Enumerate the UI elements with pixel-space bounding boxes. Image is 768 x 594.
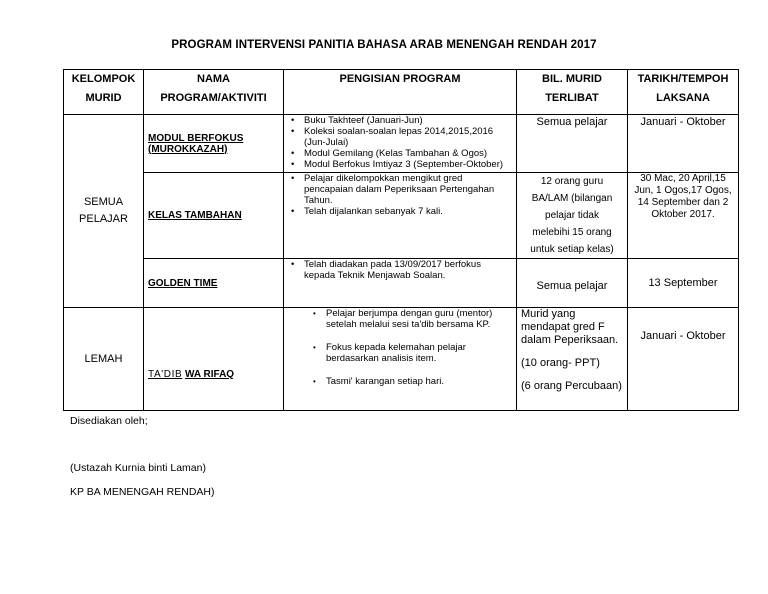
bil-murid: Semua pelajar — [517, 259, 628, 308]
header-nama-line2: PROGRAM/AKTIVITI — [160, 92, 267, 104]
bil-line: pelajar tidak — [545, 210, 599, 221]
bil-line: untuk setiap kelas) — [530, 244, 614, 255]
program-table — [63, 69, 739, 411]
bil-line: Murid yang — [521, 308, 576, 320]
table-row — [64, 308, 739, 411]
header-kelompok-line2: MURID — [85, 92, 122, 104]
program-content — [284, 259, 517, 308]
prepared-by-label: Disediakan oleh; — [70, 415, 148, 427]
header-bil — [517, 70, 628, 115]
bil-line: BA/LAM (bilangan — [531, 193, 613, 204]
bil-line: mendapat gred F — [521, 321, 605, 333]
document-title: PROGRAM INTERVENSI PANITIA BAHASA ARAB MENENGAH RENDAH 2017 — [171, 39, 597, 51]
list-item: • Pelajar berjumpa dengan guru (mentor) setelah melalui sesi ta'dib bersama KP. — [326, 308, 514, 330]
table-row — [64, 173, 739, 259]
list-item: • Modul Gemilang (Kelas Tambahan & Ogos) — [304, 148, 514, 159]
program-content — [284, 173, 517, 259]
program-content — [284, 308, 517, 411]
tarikh: Januari - Oktober — [628, 308, 739, 411]
bil-line: dalam Peperiksaan. — [521, 334, 619, 346]
header-tarikh-line1: TARIKH/TEMPOH — [637, 73, 729, 85]
group-semua-pelajar — [64, 115, 144, 308]
group-lemah: LEMAH — [64, 308, 144, 411]
program-name — [144, 308, 284, 411]
program-content — [284, 115, 517, 173]
bil-murid: Semua pelajar — [517, 115, 628, 173]
header-nama-line1: NAMA — [197, 73, 230, 85]
header-kelompok-line1: KELOMPOK — [71, 73, 136, 85]
list-item: • Tasmi' karangan setiap hari. — [326, 376, 514, 387]
list-item: • Pelajar dikelompokkan mengikut gred pencapaian dalam Peperiksaan Pertengahan Tahun. — [304, 173, 514, 206]
header-nama — [144, 70, 284, 115]
bil-line: melebihi 15 orang — [532, 227, 612, 238]
bil-murid — [517, 173, 628, 259]
preparer-position: KP BA MENENGAH RENDAH) — [70, 486, 215, 498]
header-bil-line1: BIL. MURID — [542, 73, 602, 85]
bil-line: (6 orang Percubaan) — [521, 380, 622, 392]
list-item: • Buku Takhteef (Januari-Jun) — [304, 115, 514, 126]
program-name: GOLDEN TIME — [144, 259, 284, 308]
bil-line: 12 orang guru — [540, 176, 604, 187]
header-tarikh-line2: LAKSANA — [656, 92, 710, 104]
tarikh: 13 September — [628, 259, 739, 308]
program-name: MODUL BERFOKUS (MUROKKAZAH) — [144, 115, 284, 173]
bil-line: (10 orang- PPT) — [521, 357, 600, 369]
header-pengisian-text: PENGISIAN PROGRAM — [339, 73, 461, 85]
group-label-line2: PELAJAR — [79, 213, 128, 225]
list-item: • Telah diadakan pada 13/09/2017 berfokus kepada Teknik Menjawab Soalan. — [304, 259, 514, 281]
group-label-line1: SEMUA — [83, 196, 124, 208]
bil-murid — [517, 308, 628, 411]
header-tarikh — [628, 70, 739, 115]
list-item: • Telah dijalankan sebanyak 7 kali. — [304, 206, 514, 217]
list-item: • Fokus kepada kelemahan pelajar berdasarkan analisis item. — [326, 342, 514, 364]
table-row — [64, 115, 739, 173]
program-prefix: TA'DIB — [148, 368, 183, 380]
program-name: KELAS TAMBAHAN — [144, 173, 284, 259]
preparer-name: (Ustazah Kurnia binti Laman) — [70, 462, 206, 474]
header-kelompok — [64, 70, 144, 115]
header-pengisian — [284, 70, 517, 115]
header-row — [64, 70, 739, 115]
list-item: • Modul Berfokus Imtiyaz 3 (September-Oktober) — [304, 159, 514, 170]
tarikh: Januari - Oktober — [628, 115, 739, 173]
tarikh: 30 Mac, 20 April,15 Jun, 1 Ogos,17 Ogos, 14 September dan 2 Oktober 2017. — [628, 173, 739, 259]
list-item: • Koleksi soalan-soalan lepas 2014,2015,2016 (Jun-Julai) — [304, 126, 514, 148]
header-bil-line2: TERLIBAT — [545, 92, 599, 104]
table-row — [64, 259, 739, 308]
program-name-text: WA RIFAQ — [185, 368, 235, 380]
